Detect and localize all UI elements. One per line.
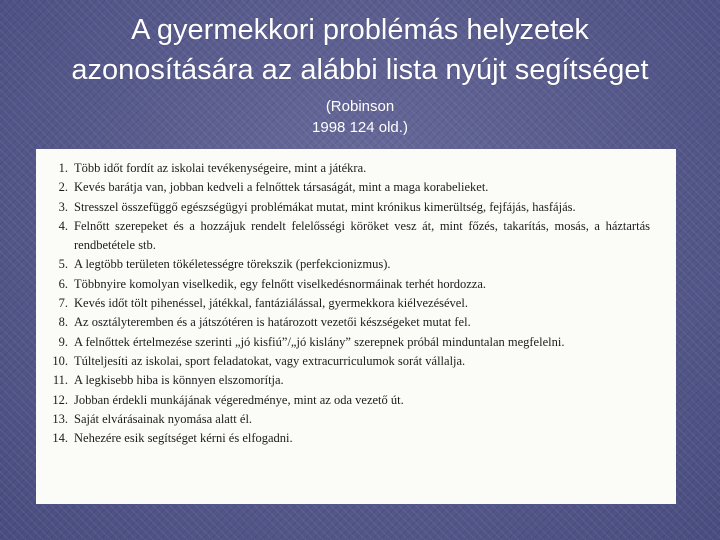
- list-item: [48, 429, 650, 448]
- slide-title: [0, 10, 720, 90]
- list-item-text: Többnyire komolyan viselkedik, egy felnőtt viselkedésnormáinak terhét hordozza.: [74, 276, 487, 291]
- citation-line-1: (Robinson: [325, 98, 395, 115]
- list-item-number: 12.: [52, 392, 68, 407]
- list-image-panel: [36, 149, 676, 504]
- list-item-number: 11.: [52, 373, 68, 388]
- numbered-list: [48, 159, 650, 448]
- list-item: [48, 159, 650, 178]
- list-item-text: Jobban érdekli munkájának végeredménye, mint az oda vezető út.: [74, 392, 404, 407]
- list-item-text: Kevés időt tölt pihenéssel, játékkal, fantáziálással, gyermekkora kiélvezésével.: [74, 296, 468, 311]
- list-item: [48, 313, 650, 332]
- list-item-number: 7.: [58, 296, 68, 311]
- list-item-text: Stresszel összefüggő egészségügyi problémákat mutat, mint krónikus kimerültség, fejfájás, hasfájás.: [74, 199, 576, 214]
- list-item-number: 14.: [52, 431, 68, 446]
- list-item-number: 4.: [58, 218, 68, 233]
- list-item-text: Több időt fordít az iskolai tevékenységeire, mint a játékra.: [74, 161, 367, 175]
- list-item: [48, 294, 650, 313]
- list-item-number: 6.: [58, 276, 68, 291]
- list-item-text: A legtöbb területen tökéletességre törekszik (perfekcionizmus).: [74, 257, 391, 272]
- list-item-number: 9.: [58, 334, 68, 349]
- citation: [0, 96, 720, 138]
- list-item-text: Saját elvárásainak nyomása alatt él.: [74, 411, 253, 426]
- list-item-text: Túlteljesíti az iskolai, sport feladatokat, vagy extracurriculumok sorát vállalja.: [74, 353, 466, 368]
- list-item-number: 8.: [58, 315, 68, 330]
- list-item-number: 3.: [58, 199, 68, 214]
- slide-title-line-2: azonosítására az alábbi lista nyújt segítséget: [71, 54, 649, 86]
- list-item: [48, 391, 650, 410]
- list-item-number: 1.: [58, 161, 68, 175]
- list-item: [48, 352, 650, 371]
- list-item: [48, 333, 650, 352]
- list-item: [48, 275, 650, 294]
- list-item-text: A felnőttek értelmezése szerinti „jó kisfiú”/„jó kislány” szerepnek próbál minduntalan megfelelni.: [74, 334, 565, 349]
- list-item-text: Felnőtt szerepeket és a hozzájuk rendelt felelősségi köröket vesz át, mint főzés, takarítás, mosás, a háztartás rendbetétele stb.: [74, 218, 650, 253]
- list-item-number: 5.: [58, 257, 68, 272]
- list-item-number: 10.: [52, 353, 68, 368]
- citation-line-2: 1998 124 old.): [312, 119, 408, 136]
- list-item: [48, 198, 650, 217]
- list-item: [48, 217, 650, 256]
- list-item: [48, 178, 650, 197]
- list-item-text: A legkisebb hiba is könnyen elszomorítja.: [74, 373, 284, 388]
- list-item-text: Nehezére esik segítséget kérni és elfogadni.: [74, 431, 293, 446]
- list-item-number: 2.: [58, 180, 68, 195]
- list-item: [48, 371, 650, 390]
- list-item-text: Kevés barátja van, jobban kedveli a felnőttek társaságát, mint a maga korabelieket.: [74, 180, 489, 195]
- list-item: [48, 410, 650, 429]
- slide-title-line-1: A gyermekkori problémás helyzetek: [131, 14, 589, 46]
- list-item-number: 13.: [52, 411, 68, 426]
- list-item: [48, 255, 650, 274]
- list-item-text: Az osztályteremben és a játszótéren is határozott vezetői készségeket mutat fel.: [74, 315, 471, 330]
